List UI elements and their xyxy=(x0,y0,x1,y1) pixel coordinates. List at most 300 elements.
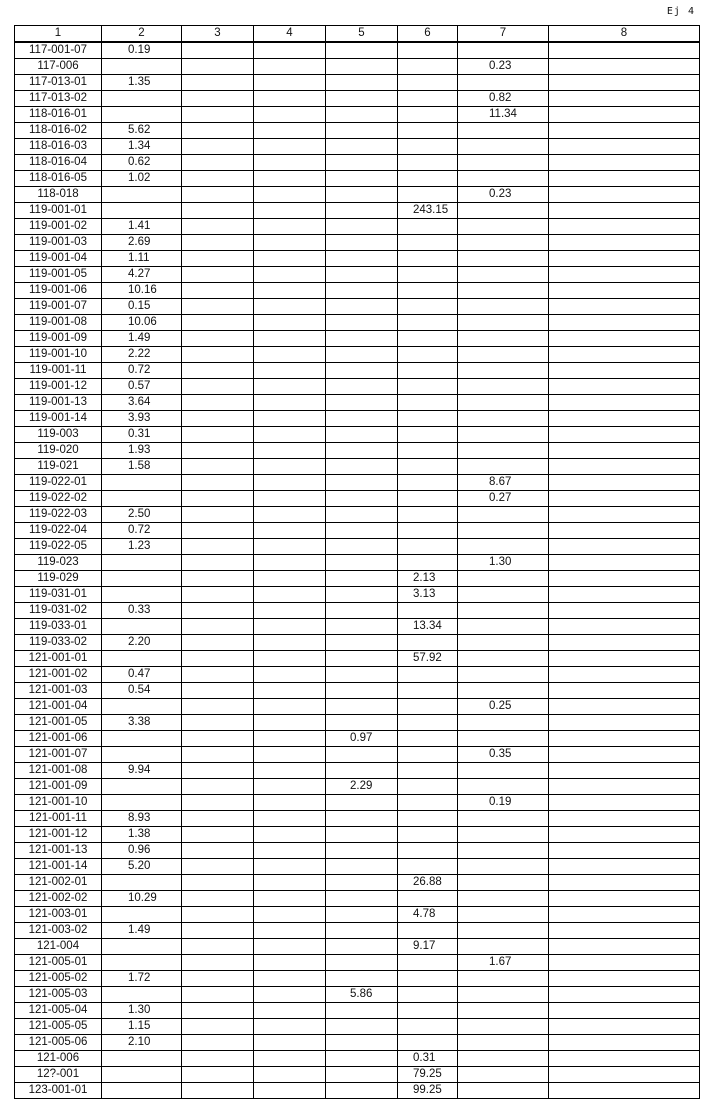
value-cell xyxy=(254,1083,326,1099)
value-cell: 2.69 xyxy=(102,235,182,251)
value-cell xyxy=(102,491,182,507)
value-cell xyxy=(102,731,182,747)
value-cell xyxy=(326,1019,398,1035)
row-code-cell: 121-002-01 xyxy=(15,875,102,891)
value-cell xyxy=(326,139,398,155)
row-code-cell: 123-001-01 xyxy=(15,1083,102,1099)
row-code-cell: 121-005-06 xyxy=(15,1035,102,1051)
value-cell xyxy=(182,267,254,283)
row-code-cell: 121-005-04 xyxy=(15,1003,102,1019)
value-cell xyxy=(326,475,398,491)
table-row xyxy=(15,59,700,75)
value-cell: 0.97 xyxy=(326,731,398,747)
table-row xyxy=(15,859,700,875)
value-cell xyxy=(254,139,326,155)
value-cell xyxy=(254,283,326,299)
value-cell xyxy=(182,891,254,907)
value-cell: 1.49 xyxy=(102,923,182,939)
value-cell xyxy=(398,539,458,555)
value-cell xyxy=(326,107,398,123)
row-code-cell: 121-001-10 xyxy=(15,795,102,811)
value-cell xyxy=(398,987,458,1003)
table-row xyxy=(15,923,700,939)
value-cell xyxy=(549,459,700,475)
table-row xyxy=(15,1003,700,1019)
table-row xyxy=(15,171,700,187)
value-cell xyxy=(326,683,398,699)
row-code-cell: 121-002-02 xyxy=(15,891,102,907)
value-cell xyxy=(254,763,326,779)
row-code-cell: 119-033-02 xyxy=(15,635,102,651)
value-cell xyxy=(549,267,700,283)
value-cell: 1.93 xyxy=(102,443,182,459)
table-row xyxy=(15,379,700,395)
row-code-cell: 117-013-01 xyxy=(15,75,102,91)
table-row xyxy=(15,443,700,459)
row-code-cell: 121-005-01 xyxy=(15,955,102,971)
row-code-cell: 119-003 xyxy=(15,427,102,443)
row-code-cell: 121-001-14 xyxy=(15,859,102,875)
data-table xyxy=(14,25,700,1099)
value-cell xyxy=(326,331,398,347)
table-row xyxy=(15,251,700,267)
value-cell xyxy=(326,555,398,571)
value-cell xyxy=(182,59,254,75)
value-cell xyxy=(549,1035,700,1051)
value-cell xyxy=(182,555,254,571)
table-row xyxy=(15,459,700,475)
value-cell xyxy=(458,347,549,363)
value-cell xyxy=(182,379,254,395)
value-cell: 1.35 xyxy=(102,75,182,91)
table-row xyxy=(15,555,700,571)
value-cell xyxy=(326,795,398,811)
value-cell xyxy=(182,1067,254,1083)
value-cell: 3.38 xyxy=(102,715,182,731)
value-cell xyxy=(102,555,182,571)
value-cell xyxy=(549,363,700,379)
value-cell xyxy=(254,75,326,91)
table-row xyxy=(15,1019,700,1035)
value-cell xyxy=(549,1019,700,1035)
value-cell xyxy=(102,107,182,123)
value-cell: 57.92 xyxy=(398,651,458,667)
value-cell xyxy=(398,459,458,475)
row-code-cell: 118-016-01 xyxy=(15,107,102,123)
value-cell xyxy=(549,923,700,939)
value-cell xyxy=(182,603,254,619)
value-cell xyxy=(398,363,458,379)
value-cell xyxy=(326,42,398,59)
row-code-cell: 117-001-07 xyxy=(15,42,102,59)
value-cell xyxy=(458,459,549,475)
value-cell xyxy=(549,539,700,555)
value-cell xyxy=(326,539,398,555)
value-cell xyxy=(254,427,326,443)
table-row xyxy=(15,283,700,299)
value-cell xyxy=(458,443,549,459)
value-cell xyxy=(254,619,326,635)
value-cell xyxy=(458,235,549,251)
value-cell xyxy=(182,315,254,331)
row-code-cell: 119-001-10 xyxy=(15,347,102,363)
value-cell xyxy=(398,635,458,651)
value-cell: 0.19 xyxy=(458,795,549,811)
value-cell xyxy=(398,59,458,75)
value-cell xyxy=(549,1003,700,1019)
value-cell xyxy=(182,235,254,251)
value-cell: 0.25 xyxy=(458,699,549,715)
value-cell xyxy=(549,75,700,91)
table-row xyxy=(15,107,700,123)
value-cell xyxy=(398,171,458,187)
row-code-cell: 119-001-06 xyxy=(15,283,102,299)
value-cell xyxy=(182,571,254,587)
value-cell xyxy=(458,667,549,683)
row-code-cell: 119-033-01 xyxy=(15,619,102,635)
table-row xyxy=(15,75,700,91)
value-cell xyxy=(182,443,254,459)
value-cell: 5.62 xyxy=(102,123,182,139)
value-cell xyxy=(549,1051,700,1067)
column-header: 1 xyxy=(15,26,102,43)
table-row xyxy=(15,523,700,539)
value-cell: 0.15 xyxy=(102,299,182,315)
value-cell xyxy=(549,411,700,427)
table-row xyxy=(15,1051,700,1067)
value-cell xyxy=(182,1003,254,1019)
row-code-cell: 119-022-04 xyxy=(15,523,102,539)
value-cell xyxy=(254,379,326,395)
table-row xyxy=(15,731,700,747)
value-cell xyxy=(549,299,700,315)
row-code-cell: 121-001-02 xyxy=(15,667,102,683)
value-cell xyxy=(398,267,458,283)
value-cell xyxy=(254,635,326,651)
value-cell xyxy=(398,555,458,571)
value-cell xyxy=(458,827,549,843)
value-cell xyxy=(398,843,458,859)
value-cell xyxy=(182,763,254,779)
row-code-cell: 119-029 xyxy=(15,571,102,587)
value-cell xyxy=(254,571,326,587)
value-cell xyxy=(326,363,398,379)
value-cell xyxy=(182,651,254,667)
table-row xyxy=(15,315,700,331)
value-cell xyxy=(326,955,398,971)
value-cell xyxy=(182,843,254,859)
row-code-cell: 121-001-01 xyxy=(15,651,102,667)
value-cell xyxy=(549,251,700,267)
value-cell xyxy=(254,843,326,859)
value-cell xyxy=(398,299,458,315)
value-cell xyxy=(254,859,326,875)
table-row xyxy=(15,651,700,667)
value-cell: 1.23 xyxy=(102,539,182,555)
row-code-cell: 121-001-05 xyxy=(15,715,102,731)
value-cell xyxy=(458,1051,549,1067)
value-cell xyxy=(549,635,700,651)
value-cell xyxy=(182,363,254,379)
value-cell: 2.29 xyxy=(326,779,398,795)
table-row xyxy=(15,475,700,491)
row-code-cell: 119-022-05 xyxy=(15,539,102,555)
value-cell xyxy=(102,699,182,715)
value-cell xyxy=(254,475,326,491)
table-row xyxy=(15,347,700,363)
value-cell xyxy=(182,347,254,363)
value-cell: 0.19 xyxy=(102,42,182,59)
value-cell xyxy=(398,91,458,107)
value-cell xyxy=(182,1083,254,1099)
value-cell xyxy=(254,827,326,843)
value-cell xyxy=(398,1035,458,1051)
value-cell xyxy=(549,555,700,571)
value-cell xyxy=(254,683,326,699)
value-cell xyxy=(549,699,700,715)
page-mark: Ej 4 xyxy=(666,6,695,17)
table-row xyxy=(15,187,700,203)
value-cell: 0.57 xyxy=(102,379,182,395)
value-cell xyxy=(549,907,700,923)
value-cell xyxy=(254,523,326,539)
value-cell xyxy=(326,59,398,75)
table-row xyxy=(15,395,700,411)
value-cell xyxy=(458,363,549,379)
value-cell xyxy=(102,1067,182,1083)
value-cell xyxy=(549,667,700,683)
value-cell xyxy=(458,507,549,523)
row-code-cell: 118-016-04 xyxy=(15,155,102,171)
value-cell xyxy=(398,475,458,491)
value-cell: 3.64 xyxy=(102,395,182,411)
value-cell xyxy=(254,603,326,619)
value-cell xyxy=(254,347,326,363)
value-cell xyxy=(326,155,398,171)
value-cell xyxy=(182,923,254,939)
value-cell xyxy=(549,731,700,747)
value-cell xyxy=(326,427,398,443)
row-code-cell: 121-001-06 xyxy=(15,731,102,747)
row-code-cell: 119-001-12 xyxy=(15,379,102,395)
value-cell: 26.88 xyxy=(398,875,458,891)
value-cell: 10.16 xyxy=(102,283,182,299)
value-cell xyxy=(254,443,326,459)
table-row xyxy=(15,203,700,219)
value-cell xyxy=(182,523,254,539)
value-cell xyxy=(254,747,326,763)
value-cell xyxy=(549,651,700,667)
value-cell xyxy=(458,859,549,875)
value-cell xyxy=(182,187,254,203)
value-cell xyxy=(326,507,398,523)
table-row xyxy=(15,1035,700,1051)
value-cell xyxy=(326,667,398,683)
value-cell xyxy=(182,459,254,475)
value-cell xyxy=(549,155,700,171)
value-cell xyxy=(458,603,549,619)
value-cell xyxy=(182,475,254,491)
value-cell xyxy=(458,75,549,91)
table-row xyxy=(15,42,700,59)
value-cell xyxy=(254,331,326,347)
value-cell xyxy=(458,1035,549,1051)
row-code-cell: 121-003-01 xyxy=(15,907,102,923)
value-cell xyxy=(549,235,700,251)
column-header: 5 xyxy=(326,26,398,43)
row-code-cell: 121-001-11 xyxy=(15,811,102,827)
value-cell xyxy=(182,171,254,187)
value-cell xyxy=(254,59,326,75)
table-row xyxy=(15,619,700,635)
value-cell xyxy=(398,219,458,235)
value-cell xyxy=(458,923,549,939)
value-cell xyxy=(398,347,458,363)
row-code-cell: 118-016-05 xyxy=(15,171,102,187)
value-cell xyxy=(549,955,700,971)
value-cell xyxy=(254,123,326,139)
value-cell xyxy=(254,699,326,715)
row-code-cell: 119-023 xyxy=(15,555,102,571)
value-cell xyxy=(254,939,326,955)
value-cell xyxy=(398,107,458,123)
row-code-cell: 119-001-04 xyxy=(15,251,102,267)
value-cell xyxy=(326,267,398,283)
value-cell xyxy=(102,1083,182,1099)
value-cell xyxy=(326,891,398,907)
value-cell xyxy=(182,42,254,59)
value-cell xyxy=(326,811,398,827)
value-cell: 2.10 xyxy=(102,1035,182,1051)
value-cell xyxy=(254,507,326,523)
column-header: 2 xyxy=(102,26,182,43)
row-code-cell: 119-022-03 xyxy=(15,507,102,523)
value-cell xyxy=(398,491,458,507)
value-cell xyxy=(254,187,326,203)
value-cell xyxy=(182,139,254,155)
value-cell xyxy=(182,699,254,715)
value-cell: 0.27 xyxy=(458,491,549,507)
row-code-cell: 121-001-13 xyxy=(15,843,102,859)
value-cell: 1.30 xyxy=(102,1003,182,1019)
table-row xyxy=(15,1083,700,1099)
value-cell xyxy=(458,411,549,427)
row-code-cell: 121-005-02 xyxy=(15,971,102,987)
value-cell xyxy=(254,155,326,171)
table-row xyxy=(15,763,700,779)
value-cell: 243.15 xyxy=(398,203,458,219)
row-code-cell: 119-001-14 xyxy=(15,411,102,427)
table-row xyxy=(15,363,700,379)
value-cell xyxy=(182,683,254,699)
table-row xyxy=(15,795,700,811)
value-cell xyxy=(549,779,700,795)
value-cell xyxy=(182,283,254,299)
value-cell xyxy=(326,747,398,763)
value-cell xyxy=(458,1003,549,1019)
value-cell xyxy=(549,747,700,763)
value-cell xyxy=(398,411,458,427)
value-cell xyxy=(254,731,326,747)
value-cell xyxy=(254,363,326,379)
value-cell xyxy=(182,107,254,123)
value-cell xyxy=(254,1003,326,1019)
value-cell: 0.23 xyxy=(458,59,549,75)
value-cell xyxy=(326,635,398,651)
table-row xyxy=(15,123,700,139)
value-cell xyxy=(549,827,700,843)
value-cell xyxy=(326,923,398,939)
value-cell xyxy=(549,587,700,603)
value-cell xyxy=(254,539,326,555)
row-code-cell: 121-005-05 xyxy=(15,1019,102,1035)
value-cell xyxy=(326,619,398,635)
value-cell: 1.15 xyxy=(102,1019,182,1035)
value-cell xyxy=(326,235,398,251)
value-cell xyxy=(458,1067,549,1083)
value-cell xyxy=(326,75,398,91)
value-cell xyxy=(458,763,549,779)
value-cell xyxy=(182,987,254,1003)
value-cell xyxy=(254,299,326,315)
value-cell xyxy=(398,955,458,971)
value-cell xyxy=(182,395,254,411)
value-cell: 1.38 xyxy=(102,827,182,843)
value-cell: 11.34 xyxy=(458,107,549,123)
row-code-cell: 121-003-02 xyxy=(15,923,102,939)
value-cell xyxy=(254,907,326,923)
value-cell: 1.72 xyxy=(102,971,182,987)
value-cell xyxy=(182,75,254,91)
value-cell xyxy=(254,395,326,411)
table-body xyxy=(15,42,700,1099)
value-cell: 1.30 xyxy=(458,555,549,571)
value-cell xyxy=(549,395,700,411)
row-code-cell: 119-001-01 xyxy=(15,203,102,219)
value-cell xyxy=(549,219,700,235)
value-cell xyxy=(398,507,458,523)
table-row xyxy=(15,939,700,955)
row-code-cell: 121-001-04 xyxy=(15,699,102,715)
table-row xyxy=(15,715,700,731)
value-cell xyxy=(102,187,182,203)
table-row xyxy=(15,91,700,107)
value-cell xyxy=(182,811,254,827)
value-cell xyxy=(102,875,182,891)
value-cell: 0.33 xyxy=(102,603,182,619)
value-cell xyxy=(254,1051,326,1067)
value-cell xyxy=(458,395,549,411)
value-cell xyxy=(398,731,458,747)
value-cell xyxy=(182,1019,254,1035)
value-cell xyxy=(549,443,700,459)
column-header: 6 xyxy=(398,26,458,43)
value-cell: 0.82 xyxy=(458,91,549,107)
table-row xyxy=(15,971,700,987)
value-cell xyxy=(326,715,398,731)
column-header: 3 xyxy=(182,26,254,43)
value-cell xyxy=(398,315,458,331)
table-row xyxy=(15,507,700,523)
value-cell xyxy=(182,715,254,731)
value-cell xyxy=(398,379,458,395)
value-cell xyxy=(458,251,549,267)
row-code-cell: 119-001-09 xyxy=(15,331,102,347)
row-code-cell: 119-022-02 xyxy=(15,491,102,507)
value-cell xyxy=(254,171,326,187)
row-code-cell: 119-020 xyxy=(15,443,102,459)
value-cell xyxy=(458,987,549,1003)
